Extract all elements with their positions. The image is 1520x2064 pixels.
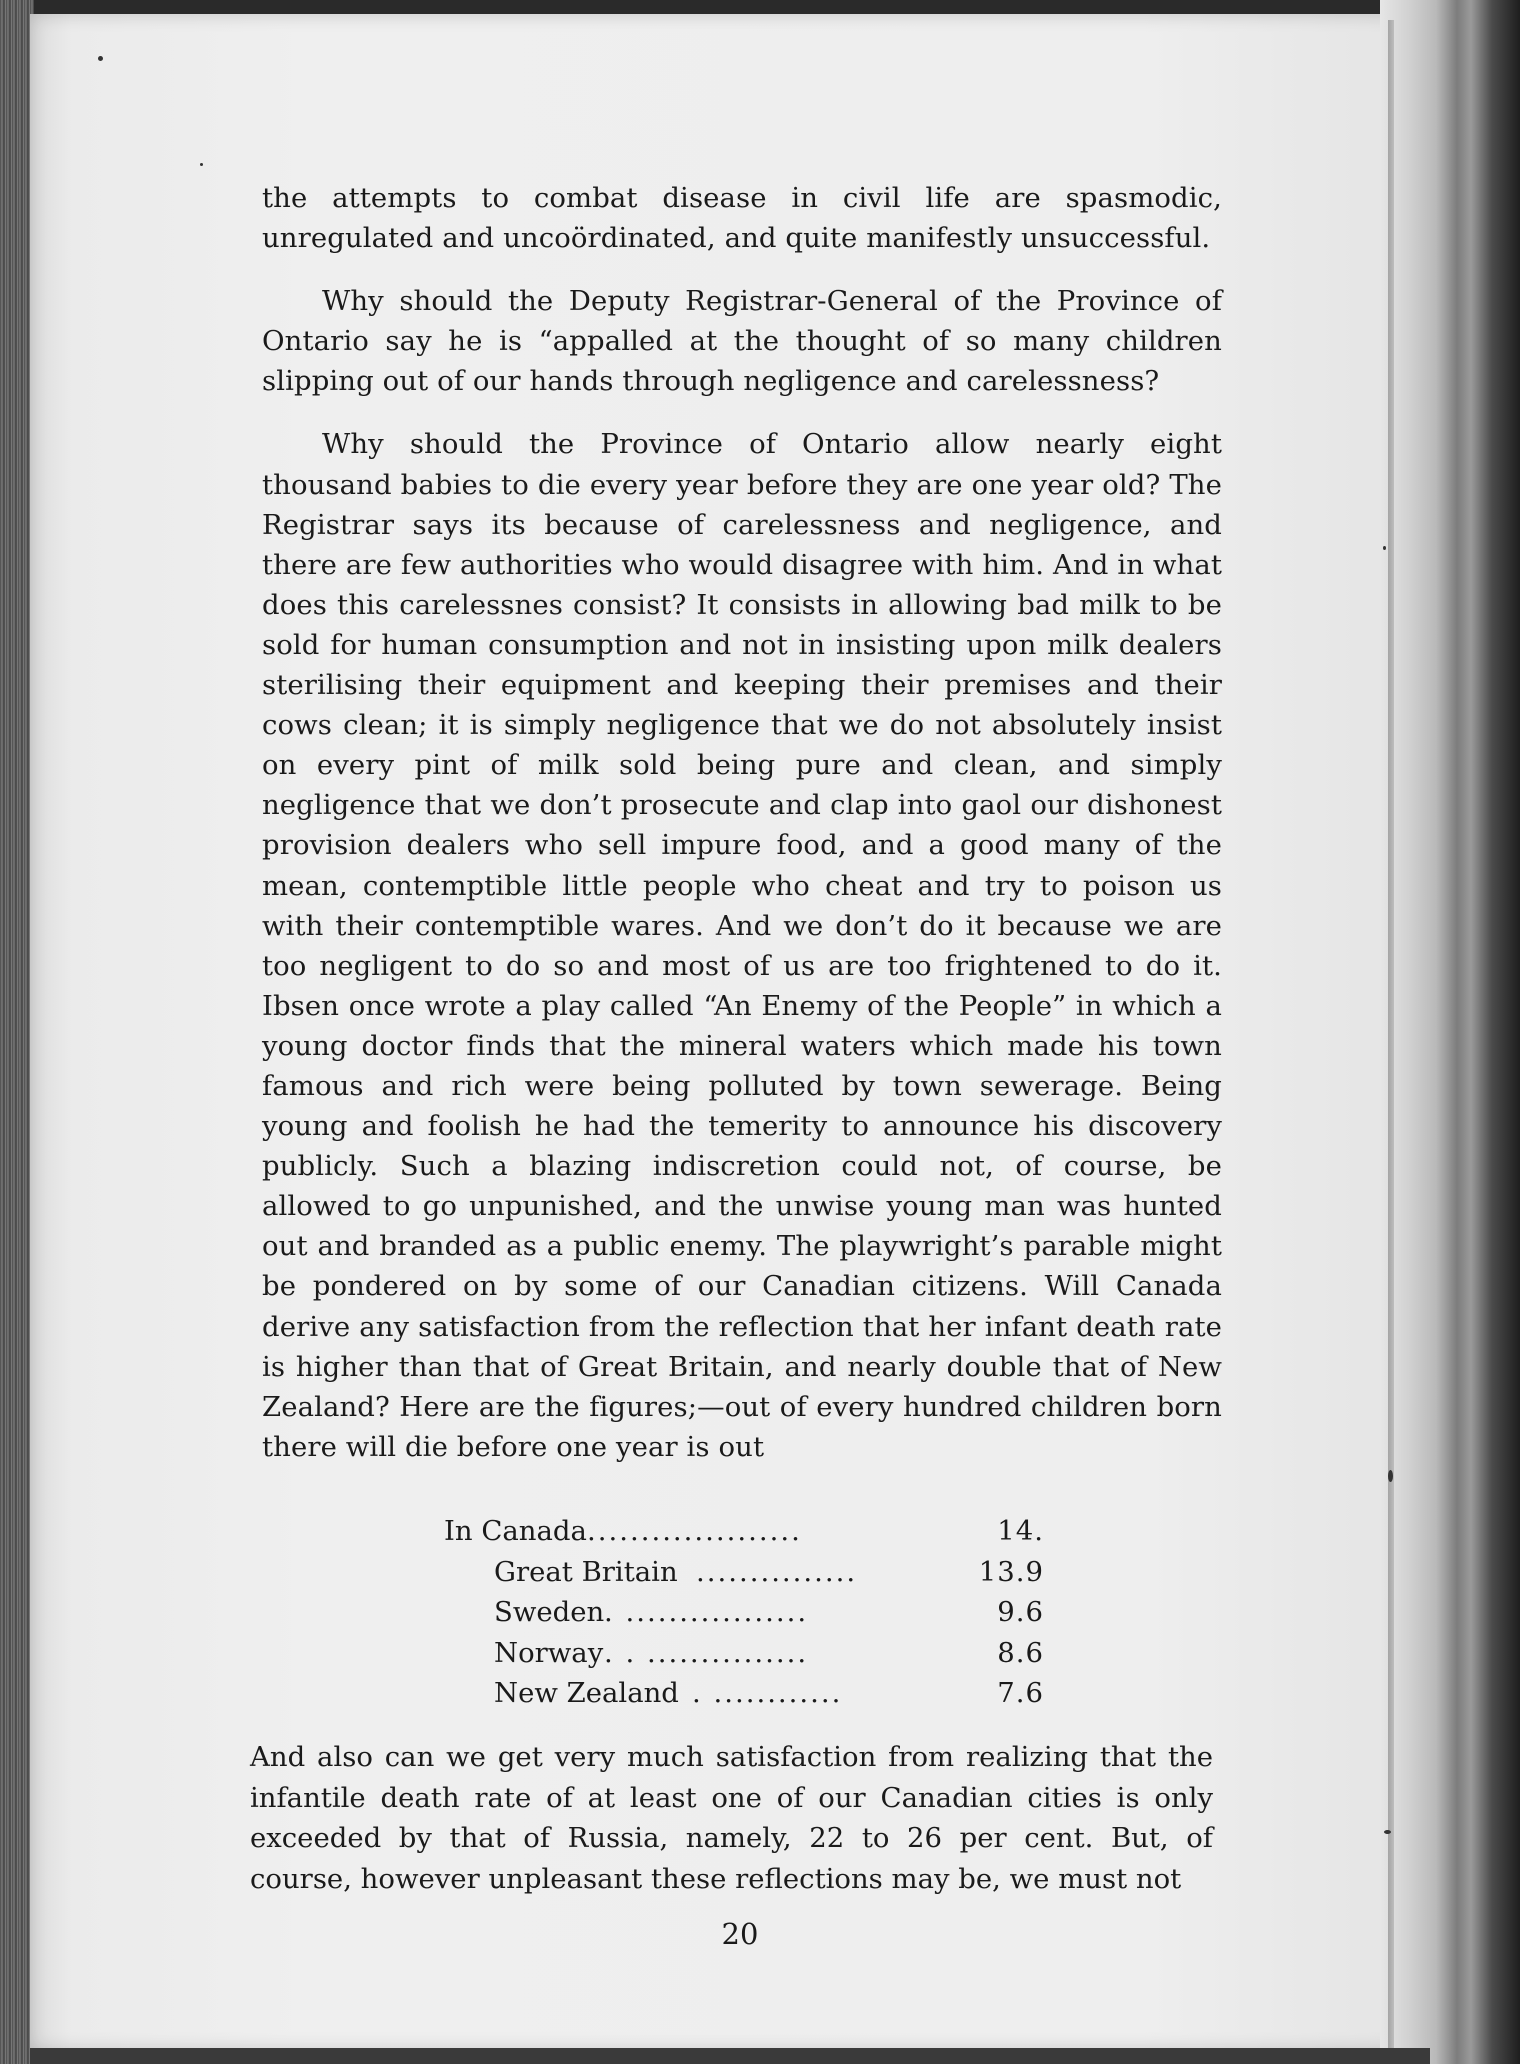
- scan-speck: [1383, 546, 1386, 550]
- page-number: 20: [721, 1917, 759, 1951]
- paragraph: the attempts to combat disease in civil life are spasmodic, unregulated and uncoördinated, and quite manifestly unsuccessful.: [262, 182, 1222, 255]
- rate-value: 8.6: [997, 1636, 1044, 1669]
- rate-value: 14.: [997, 1515, 1044, 1547]
- body-text: [262, 178, 1222, 1490]
- table-row: [444, 1637, 1044, 1678]
- scan-speck: [98, 56, 103, 61]
- country-label: Great Britain: [494, 1555, 678, 1588]
- table-row: [444, 1677, 1044, 1718]
- paragraph: Why should the Province of Ontario allow nearly eight thousand babies to die every year before they are one year old? The Registrar says its because of carelessness and negligence, and there are few authorities who would disagree with him. And in what does this carelessnes consist? It consists in allowing bad milk to be sold for human consumption and not in insisting upon milk dealers sterilising their equipment and keeping their premises and their cows clean; it is simply negligence that we do not absolutely insist on every pint of milk sold being pure and clean, and simply negligence that we don’t prosecute and clap into gaol our dishonest provision dealers who sell impure food, and a good many of the mean, contemptible little people who cheat and try to poison us with their contemptible wares. And we don’t do it because we are too negligent to do so and most of us are too frightened to do it. Ibsen once wrote a play called “An Enemy of the People” in which a young doctor finds that the mineral waters which made his town famous and rich were being polluted by town sewerage. Being young and foolish he had the temerity to announce his discovery publicly. Such a blazing indiscretion could not, of course, be allowed to go unpunished, and the unwise young man was hunted out and branded as a public enemy. The playwright’s parable might be pondered on by some of our Canadian citizens. Will Canada derive any satisfaction from the reflection that her infant death rate is higher than that of Great Britain, and nearly double that of New Zealand? Here are the figures;—out of every hundred children born there will die before one year is out: [262, 428, 1222, 1463]
- rate-value: 9.6: [997, 1596, 1044, 1628]
- scan-speck: [200, 163, 203, 166]
- leader-dots: . .................: [604, 1596, 809, 1628]
- book-left-edge: [0, 0, 34, 2064]
- leader-dots: ...............: [696, 1555, 858, 1588]
- country-label: New Zealand: [494, 1677, 679, 1709]
- leader-dots: . . ...............: [604, 1636, 809, 1669]
- rate-value: 7.6: [997, 1677, 1044, 1709]
- book-bottom-edge: [30, 2048, 1430, 2064]
- page-gutter-line: [1388, 20, 1394, 2060]
- rate-value: 13.9: [978, 1555, 1044, 1588]
- leader-dots: . ............: [692, 1677, 843, 1709]
- closing-paragraph-block: [250, 1737, 1213, 1899]
- country-label: Sweden: [494, 1596, 605, 1628]
- infant-mortality-table: [444, 1515, 1044, 1718]
- scan-speck: [1388, 1470, 1393, 1482]
- paragraph: Why should the Deputy Registrar-General of the Province of Ontario say he is “appalled at the thought of so many children slipping out of our hands through negligence and carelessness?: [262, 285, 1222, 398]
- table-row: [444, 1515, 1044, 1556]
- book-right-edge: [1380, 0, 1520, 2064]
- country-label: In Canada: [444, 1515, 587, 1547]
- scan-speck: [1384, 1830, 1391, 1834]
- table-row: [444, 1556, 1044, 1597]
- table-row: [444, 1596, 1044, 1637]
- country-label: Norway: [494, 1636, 604, 1669]
- leader-dots: ....................: [587, 1515, 802, 1547]
- paragraph: And also can we get very much satisfaction from realizing that the infantile death rate of at least one of our Canadian cities is only exceeded by that of Russia, namely, 22 to 26 per cent. But, of course, however unpleasant these reflections may be, we must not: [250, 1741, 1213, 1895]
